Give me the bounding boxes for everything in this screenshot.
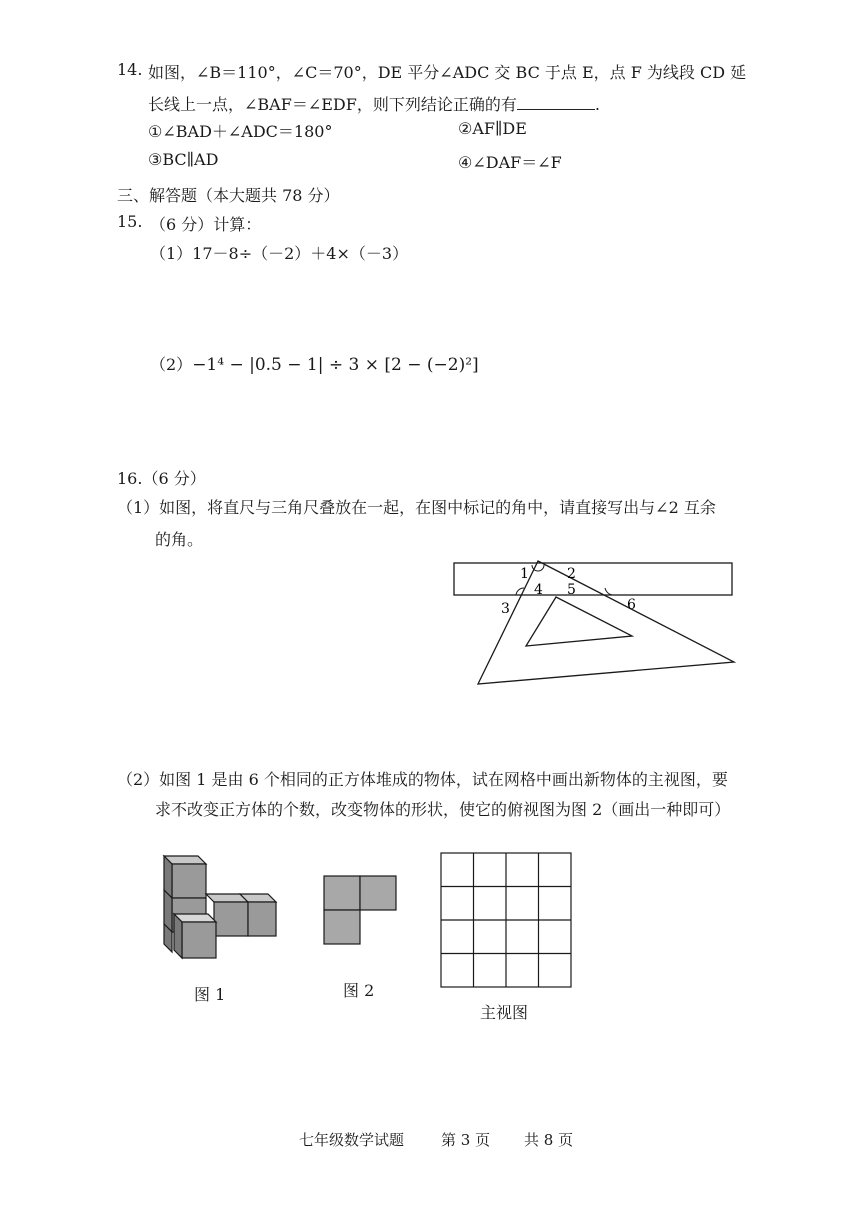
q15-header: （6 分）计算： xyxy=(150,215,262,234)
angle-label-1: 1 xyxy=(520,566,529,582)
figure-2-caption: 图 2 xyxy=(343,981,375,1000)
angle-label-2: 2 xyxy=(567,566,576,582)
figure-1-cube-stack xyxy=(158,852,280,968)
main-view-grid[interactable] xyxy=(440,852,572,988)
figure-1-caption: 图 1 xyxy=(194,985,226,1004)
q14-period: . xyxy=(594,95,600,114)
q14-option-1: ①∠BAD＋∠ADC＝180° xyxy=(148,122,333,141)
footer-total: 共 8 页 xyxy=(524,1131,574,1149)
figure-2-top-view xyxy=(322,874,398,946)
q15-part2-expression: −1⁴ − |0.5 − 1| ÷ 3 × [2 − (−2)²] xyxy=(192,355,479,375)
q14-line2: 长线上一点，∠BAF＝∠EDF，则下列结论正确的有 xyxy=(148,95,517,114)
grid-caption: 主视图 xyxy=(480,1003,529,1022)
angle-label-5: 5 xyxy=(567,582,576,598)
q14-answer-blank[interactable] xyxy=(517,95,595,110)
top-view-square xyxy=(324,910,360,944)
cube-group xyxy=(164,856,276,958)
q15-part1: （1）17－8÷（－2）＋4×（－3） xyxy=(150,244,409,263)
q16-part1-line1: （1）如图，将直尺与三角尺叠放在一起，在图中标记的角中，请直接写出与∠2 互余 xyxy=(117,498,716,517)
top-view-square xyxy=(360,876,396,910)
q14-number: 14. xyxy=(117,60,143,79)
footer-subject: 七年级数学试题 xyxy=(299,1131,405,1149)
section-3-title: 三、解答题（本大题共 78 分） xyxy=(117,186,340,205)
angle-label-4: 4 xyxy=(534,582,543,598)
q14-option-2: ②AF∥DE xyxy=(458,119,527,138)
q15-part2-label: （2） xyxy=(150,355,193,374)
q16-header: 16.（6 分） xyxy=(117,469,206,488)
angle-label-3: 3 xyxy=(501,601,510,617)
q15-number: 15. xyxy=(117,212,143,231)
q14-line1: 如图，∠B＝110°，∠C＝70°，DE 平分∠ADC 交 BC 于点 E，点 F 为线段 CD 延 xyxy=(148,63,747,82)
q14-line2-wrap xyxy=(148,92,600,115)
angle-label-6: 6 xyxy=(627,597,636,613)
q16-part2-line1: （2）如图 1 是由 6 个相同的正方体堆成的物体，试在网格中画出新物体的主视图，要 xyxy=(117,770,728,789)
q16-part2-line2: 求不改变正方体的个数，改变物体的形状，使它的俯视图为图 2（画出一种即可） xyxy=(155,800,731,819)
q14-option-4: ④∠DAF＝∠F xyxy=(458,153,562,172)
ruler-triangle-figure xyxy=(440,555,750,695)
ruler-shape xyxy=(454,563,732,595)
q16-part1-line2: 的角。 xyxy=(155,530,204,549)
footer-page: 第 3 页 xyxy=(441,1131,491,1149)
q14-option-3: ③BC∥AD xyxy=(148,150,219,169)
q15-part2-wrap xyxy=(150,352,479,375)
triangle-inner-shape xyxy=(526,597,632,646)
angle-arc-right xyxy=(605,588,612,595)
top-view-square xyxy=(324,876,360,910)
